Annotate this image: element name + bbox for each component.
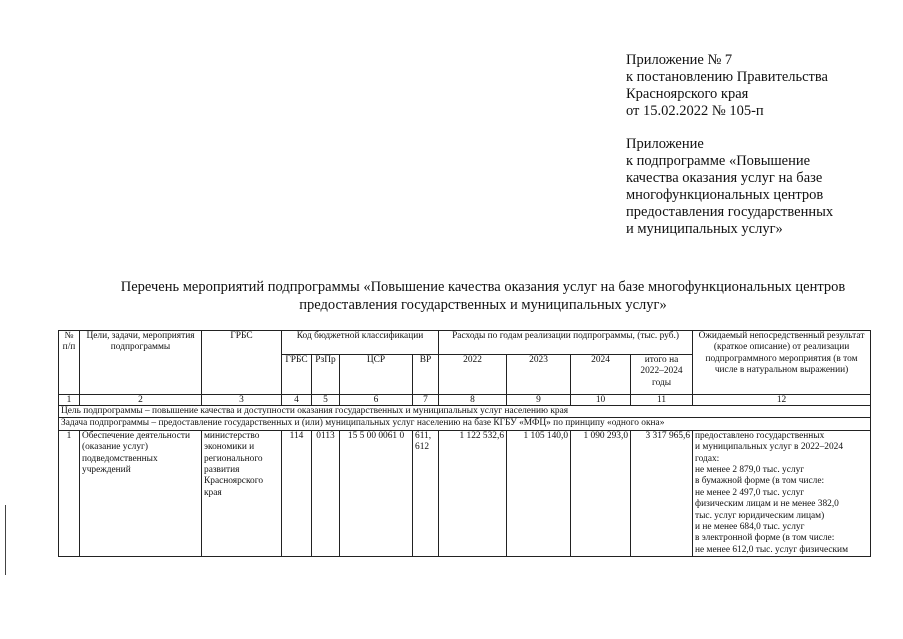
- header-rzpr: РзПр: [312, 355, 340, 395]
- appendix-line: Приложение № 7: [626, 52, 733, 68]
- header-num: № п/п: [59, 331, 80, 395]
- header-total: итого на 2022–2024 годы: [631, 355, 693, 395]
- column-number: 10: [571, 395, 631, 406]
- column-number: 4: [282, 395, 312, 406]
- header-grbs: ГРБС: [202, 331, 282, 395]
- header-2022: 2022: [439, 355, 507, 395]
- sub-appendix-line: Приложение: [626, 136, 704, 152]
- row-total: 3 317 965,6: [631, 430, 693, 556]
- appendix-line: от 15.02.2022 № 105-п: [626, 103, 764, 119]
- header-vr: ВР: [413, 355, 439, 395]
- goal-row: Цель подпрограммы – повышение качества и доступности оказания государственных и муниципальных услуг населению края: [59, 406, 871, 418]
- header-expenses: Расходы по годам реализации подпрограммы, (тыс. руб.): [439, 331, 693, 355]
- row-grbs-code: 114: [282, 430, 312, 556]
- row-grbs: министерство экономики и регионального развития Красноярского края: [202, 430, 282, 556]
- header-grbs-code: ГРБС: [282, 355, 312, 395]
- result-line: в бумажной форме (в том числе:: [695, 476, 825, 487]
- header-csr: ЦСР: [340, 355, 413, 395]
- result-line: тыс. услуг юридическим лицам): [695, 510, 825, 521]
- header-2023: 2023: [507, 355, 571, 395]
- column-number: 1: [59, 395, 80, 406]
- row-goal: Обеспечение деятельности (оказание услуг) подведомственных учреждений: [80, 430, 202, 556]
- row-rzpr: 0113: [312, 430, 340, 556]
- result-line: и муниципальных услуг в 2022–2024: [695, 442, 844, 453]
- row-result: [693, 430, 871, 556]
- title-line-1: Перечень мероприятий подпрограммы «Повышение качества оказания услуг на базе многофункциональных центров: [120, 279, 846, 295]
- result-line: физическим лицам и не менее 382,0: [695, 499, 839, 510]
- column-number: 11: [631, 395, 693, 406]
- column-number: 9: [507, 395, 571, 406]
- row-num: 1: [59, 430, 80, 556]
- row-2022: 1 122 532,6: [439, 430, 507, 556]
- column-number: 2: [80, 395, 202, 406]
- header-2024: 2024: [571, 355, 631, 395]
- row-2024: 1 090 293,0: [571, 430, 631, 556]
- appendix-line: Красноярского края: [626, 86, 749, 102]
- sub-appendix-line: и муниципальных услуг»: [626, 221, 783, 237]
- column-number: 7: [413, 395, 439, 406]
- sub-appendix-line: качества оказания услуг на базе: [626, 170, 823, 186]
- appendix-block: [626, 52, 896, 238]
- result-line: не менее 612,0 тыс. услуг физическим: [695, 544, 849, 555]
- result-line: в электронной форме (в том числе:: [695, 533, 835, 544]
- result-line: годах:: [695, 453, 720, 464]
- header-result: Ожидаемый непосредственный результат (краткое описание) от реализации подпрограммного мероприятия (в том числе в натуральном выражении): [693, 331, 871, 395]
- column-number: 5: [312, 395, 340, 406]
- result-line: не менее 2 879,0 тыс. услуг: [695, 465, 805, 476]
- measures-table: [58, 330, 871, 557]
- appendix-line: к постановлению Правительства: [626, 69, 828, 85]
- row-vr: 611, 612: [413, 430, 439, 556]
- result-line: не менее 2 497,0 тыс. услуг: [695, 487, 805, 498]
- header-goals: Цели, задачи, мероприятия подпрограммы: [80, 331, 202, 395]
- result-line: предоставлено государственных: [695, 430, 825, 441]
- column-number: 6: [340, 395, 413, 406]
- row-2023: 1 105 140,0: [507, 430, 571, 556]
- column-number: 3: [202, 395, 282, 406]
- sub-appendix-line: к подпрограмме «Повышение: [626, 153, 811, 169]
- header-budget-code: Код бюджетной классификации: [282, 331, 439, 355]
- result-line: и не менее 684,0 тыс. услуг: [695, 522, 805, 533]
- row-csr: 15 5 00 0061 0: [340, 430, 413, 556]
- sub-appendix-line: многофункциональных центров: [626, 187, 824, 203]
- task-row: Задача подпрограммы – предоставление государственных и (или) муниципальных услуг населению на базе КГБУ «МФЦ» по принципу «одного окна»: [59, 418, 871, 430]
- scan-margin-line: [5, 505, 6, 575]
- sub-appendix-line: предоставления государственных: [626, 204, 834, 220]
- document-title: [60, 278, 903, 314]
- title-line-2: предоставления государственных и муниципальных услуг»: [299, 297, 667, 313]
- column-number: 12: [693, 395, 871, 406]
- column-number: 8: [439, 395, 507, 406]
- table-row: [59, 430, 871, 556]
